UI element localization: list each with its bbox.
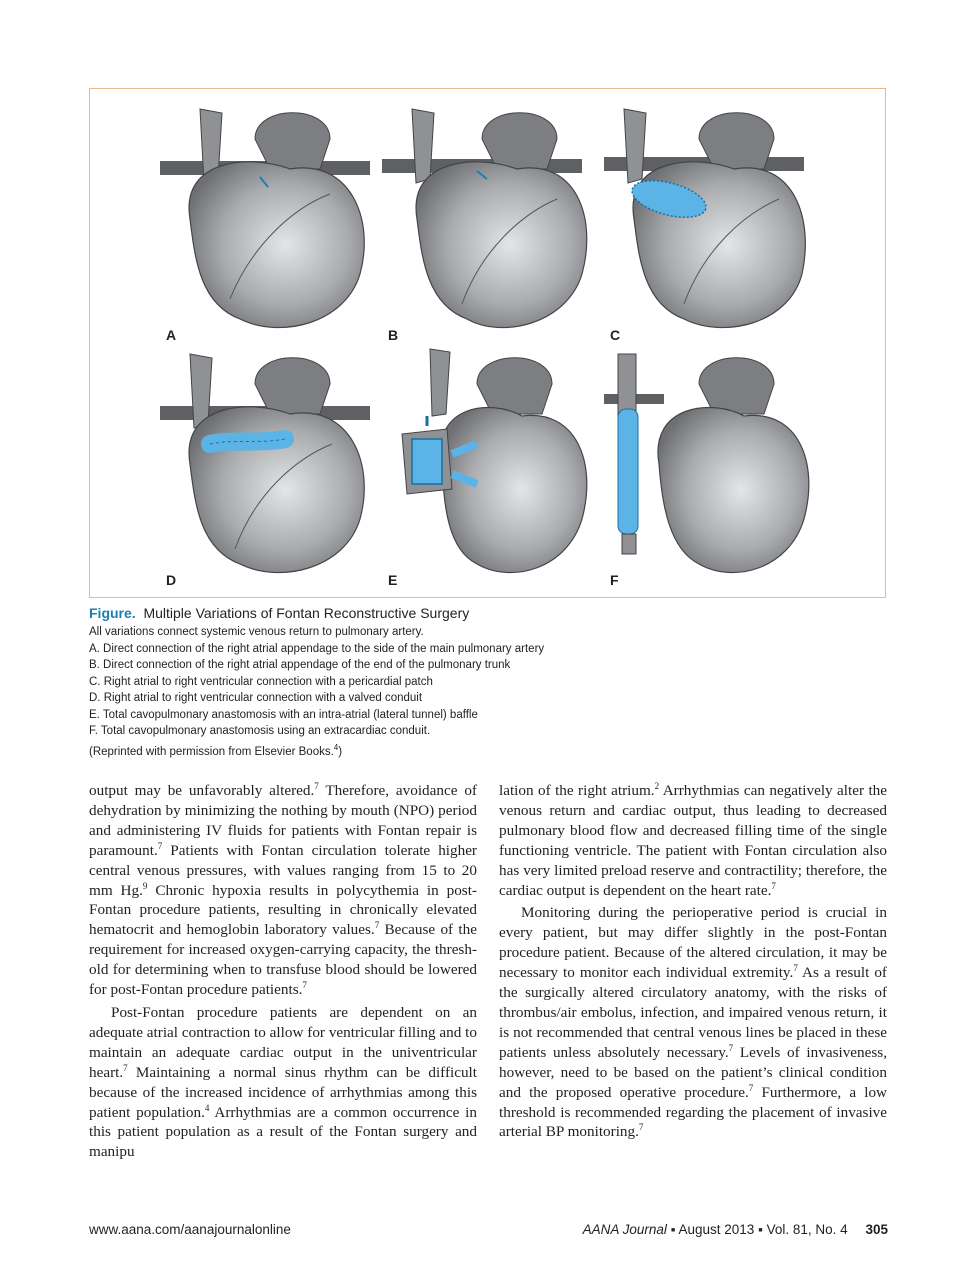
caption-title-row — [89, 604, 889, 622]
paragraph: Monitoring during the perioperative period is crucial in every patient, but may differ slightly in the post-Fontan procedure patient. Because of the altered circulation, it may be necessary to monitor each individual extremity.$^7$ As a result of the surgically altered circulatory anatomy, with the risks of thrombus/air embolus, infection, and impaired venous return, it is not recommended that central venous lines be placed in these patients unless absolutely necessary.$^7$ Levels of invasiveness, however, need to be based on the patient’s clinical condition and the proposed operative procedure.$^7$ Furthermore, a low threshold is recommended regarding the placement of invasive arterial BP monitoring.$^7$ — [499, 904, 887, 1141]
caption-line: F. Total cavopulmonary anastomosis using an extracardiac conduit. — [89, 725, 431, 737]
caption-line: D. Right atrial to right ventricular connection with a valved conduit — [89, 692, 423, 704]
citation: 7 — [638, 1122, 644, 1133]
caption-title: Multiple Variations of Fontan Reconstructive Surgery — [143, 605, 470, 621]
heart-illustration-b — [382, 99, 612, 339]
panel-label-a: A — [166, 327, 177, 343]
citation: 4 — [333, 742, 339, 752]
separator: ▪ — [758, 1222, 763, 1237]
panel-d — [160, 344, 390, 588]
panel-f — [604, 344, 834, 588]
heart-illustration-f — [604, 344, 834, 584]
panel-label-f: F — [610, 572, 619, 588]
citation: 9 — [142, 880, 148, 891]
paragraph: Post-Fontan procedure patients are dependent on an adequate atrial contraction to allow for ventricular filling and to maintain an adequate cardiac output in the univentricular heart.$^7$ Maintaining a normal sinus rhythm can be difficult because of the increased incidence of arrhythmias among this patient population.$^4$ Arrhythmias are a common occurrence in this patient population as a result of the Fontan surgery and manipu — [89, 1003, 478, 1161]
panel-label-b: B — [388, 327, 399, 343]
citation: 2 — [654, 780, 660, 791]
caption-line: All variations connect systemic venous return to pulmonary artery. — [89, 626, 424, 638]
caption-line: A. Direct connection of the right atrial appendage to the side of the main pulmonary artery — [89, 642, 545, 655]
citation: 7 — [728, 1042, 734, 1053]
page-number: 305 — [865, 1222, 888, 1237]
figure-caption — [89, 604, 889, 760]
panel-e — [382, 344, 612, 588]
citation: 7 — [771, 880, 776, 891]
citation: 7 — [302, 980, 307, 990]
panel-a — [160, 99, 390, 343]
citation: 7 — [157, 840, 163, 851]
citation: 7 — [314, 780, 319, 791]
citation: 7 — [374, 920, 380, 931]
figure-frame — [89, 88, 886, 598]
citation: 7 — [123, 1062, 128, 1073]
reprint-text: (Reprinted with permission from Elsevier Books. — [89, 745, 334, 758]
heart-illustration-c — [604, 99, 834, 339]
caption-line: B. Direct connection of the right atrial appendage of the end of the pulmonary trunk — [89, 659, 511, 671]
paragraph: lation of the right atrium.$^2$ Arrhythmias can negatively alter the venous return and cardiac output, thus leading to decreased pulmonary blood flow and decreased filling time of the single functioning ventricle. The patient with Fontan circulation also has very limited preload reserve and contractility; therefore, the cardiac output is dependent on the heart rate.$^7$ — [499, 780, 888, 899]
left-column — [89, 781, 477, 1162]
journal-name: AANA Journal — [582, 1222, 667, 1237]
heart-illustration-a — [160, 99, 390, 339]
reprint-close: ) — [338, 745, 343, 758]
citation: 7 — [793, 963, 798, 974]
issue-date: August 2013 — [678, 1222, 755, 1237]
figure-label: Figure. — [89, 605, 136, 621]
panel-label-e: E — [388, 572, 398, 588]
separator: ▪ — [670, 1222, 676, 1237]
heart-illustration-d — [160, 344, 390, 584]
panel-label-c: C — [610, 327, 621, 343]
citation: 7 — [748, 1082, 754, 1093]
volume: Vol. 81, No. 4 — [766, 1222, 848, 1237]
footer-citation — [583, 1222, 888, 1237]
caption-line: E. Total cavopulmonary anastomosis with an intra-atrial (lateral tunnel) baffle — [89, 708, 478, 721]
panel-c — [604, 99, 834, 343]
footer-url[interactable]: www.aana.com/aanajournalonline — [89, 1222, 291, 1237]
right-column — [499, 781, 887, 1142]
caption-line: C. Right atrial to right ventricular connection with a pericardial patch — [89, 675, 433, 688]
heart-illustration-e — [382, 344, 612, 584]
citation: 4 — [204, 1102, 210, 1113]
caption-reprint — [89, 740, 889, 760]
panel-label-d: D — [166, 572, 177, 588]
paragraph: output may be unfavorably altered.$^7$ Therefore, avoidance of dehydration by minimizing the nothing by mouth (NPO) period and administering IV fluids for patients with Fontan repair is paramount.$^7$ Patients with Fontan circulation tolerate higher central venous pressures, with values ranging from 15 to 20 mm Hg.$^9$ Chronic hypoxia results in polycythemia in post-Fontan procedure patients, resulting in chronically elevated hematocrit and hemoglobin laboratory values.$^7$ Because of the requirement for increased oxygen-carrying capacity, the threshold for determining when to transfuse blood should be lowered for post-Fontan procedure patients.$^7$ — [89, 780, 477, 999]
panel-b — [382, 99, 612, 343]
